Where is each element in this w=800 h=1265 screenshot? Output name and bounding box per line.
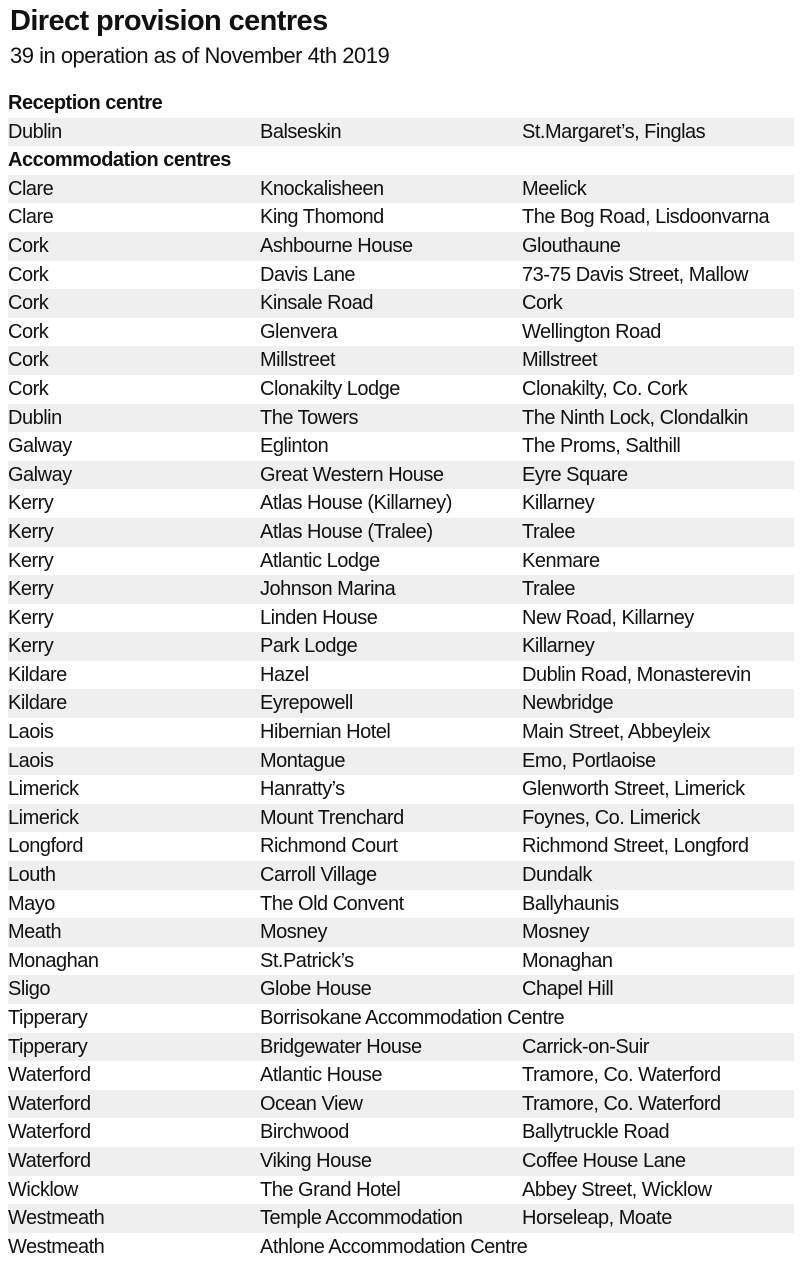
table-row <box>8 975 794 1004</box>
location-cell: Wellington Road <box>522 320 661 343</box>
county-cell: Kerry <box>8 492 54 515</box>
centre-name-cell: Linden House <box>260 606 378 629</box>
centre-name-cell: Borrisokane Accommodation Centre <box>260 1007 565 1029</box>
table-row <box>8 289 794 318</box>
county-cell: Kerry <box>8 606 54 629</box>
county-cell: Westmeath <box>8 1235 105 1258</box>
table-row <box>8 375 794 404</box>
section-label: Reception centre <box>8 92 163 114</box>
centre-name-cell: Viking House <box>260 1149 372 1172</box>
location-cell: Newbridge <box>522 692 614 715</box>
centre-name-cell: Birchwood <box>260 1121 349 1144</box>
location-cell: Ballytruckle Road <box>522 1121 670 1144</box>
centre-name-cell: The Grand Hotel <box>260 1178 401 1201</box>
table-row <box>8 547 794 576</box>
centre-name-cell: Balseskin <box>260 120 342 143</box>
centre-name-cell: Park Lodge <box>260 635 358 658</box>
centre-name-cell: Eglinton <box>260 435 329 458</box>
county-cell: Cork <box>8 349 49 372</box>
location-cell: New Road, Killarney <box>522 606 694 629</box>
table-row <box>8 461 794 490</box>
location-cell: Foynes, Co. Limerick <box>522 806 700 829</box>
centre-name-cell: The Towers <box>260 406 359 429</box>
table-row <box>8 575 794 604</box>
centre-name-cell: Hanratty’s <box>260 778 345 801</box>
table-row <box>8 489 794 518</box>
location-cell: Horseleap, Moate <box>522 1207 672 1230</box>
county-cell: Galway <box>8 463 72 486</box>
county-cell: Tipperary <box>8 1035 88 1058</box>
location-cell: Mosney <box>522 921 590 944</box>
centre-name-cell: Hibernian Hotel <box>260 721 391 744</box>
location-cell: Carrick-on-Suir <box>522 1035 649 1058</box>
location-cell: Richmond Street, Longford <box>522 835 749 858</box>
section-header <box>8 89 794 118</box>
county-cell: Cork <box>8 292 49 315</box>
table-row <box>8 890 794 919</box>
centre-name-cell: Johnson Marina <box>260 578 396 601</box>
table-row <box>8 775 794 804</box>
location-cell: Chapel Hill <box>522 978 614 1001</box>
table-row <box>8 1004 794 1033</box>
location-cell: Killarney <box>522 492 595 515</box>
location-cell: Glenworth Street, Limerick <box>522 778 745 801</box>
table-row <box>8 432 794 461</box>
county-cell: Laois <box>8 749 54 772</box>
table-row <box>8 1033 794 1062</box>
county-cell: Waterford <box>8 1121 91 1144</box>
county-cell: Louth <box>8 864 56 887</box>
table-row <box>8 404 794 433</box>
location-cell: The Ninth Lock, Clondalkin <box>522 406 749 429</box>
county-cell: Kildare <box>8 692 67 715</box>
table-row <box>8 261 794 290</box>
county-cell: Kerry <box>8 635 54 658</box>
centre-name-cell: Atlantic House <box>260 1064 382 1087</box>
county-cell: Kerry <box>8 520 54 543</box>
centre-name-cell: The Old Convent <box>260 892 404 915</box>
county-cell: Cork <box>8 377 49 400</box>
table-row <box>8 203 794 232</box>
county-cell: Clare <box>8 206 54 229</box>
section-label: Accommodation centres <box>8 149 231 172</box>
county-cell: Longford <box>8 835 83 858</box>
county-cell: Kerry <box>8 549 54 572</box>
county-cell: Meath <box>8 921 62 944</box>
centre-name-cell: Davis Lane <box>260 263 356 286</box>
centre-name-cell: Globe House <box>260 978 372 1001</box>
table-row <box>8 661 794 690</box>
location-cell: Abbey Street, Wicklow <box>522 1178 712 1201</box>
table-row <box>8 947 794 976</box>
county-cell: Tipperary <box>8 1007 88 1029</box>
table-row <box>8 232 794 261</box>
centre-name-cell: Hazel <box>260 663 309 686</box>
table-row <box>8 318 794 347</box>
county-cell: Cork <box>8 320 49 343</box>
table-row <box>8 689 794 718</box>
centre-name-cell: Montague <box>260 749 345 772</box>
centre-name-cell: Ashbourne House <box>260 234 413 257</box>
table-row <box>8 1061 794 1090</box>
table-row <box>8 804 794 833</box>
location-cell: Cork <box>522 292 563 315</box>
table-row <box>8 632 794 661</box>
centre-name-cell: Mount Trenchard <box>260 806 404 829</box>
table-row <box>8 832 794 861</box>
location-cell: Tralee <box>522 578 575 601</box>
centre-name-cell: Great Western House <box>260 463 444 486</box>
location-cell: Eyre Square <box>522 463 628 486</box>
county-cell: Mayo <box>8 892 55 915</box>
table-row <box>8 1176 794 1205</box>
location-cell: Ballyhaunis <box>522 892 619 915</box>
centre-name-cell: Clonakilty Lodge <box>260 377 400 400</box>
county-cell: Dublin <box>8 120 62 143</box>
county-cell: Monaghan <box>8 949 99 972</box>
location-cell: Glouthaune <box>522 234 621 257</box>
centre-name-cell: Atlantic Lodge <box>260 549 380 572</box>
table-row <box>8 118 794 147</box>
centre-name-cell: Atlas House (Killarney) <box>260 492 452 515</box>
table-row <box>8 518 794 547</box>
location-cell: Coffee House Lane <box>522 1149 686 1172</box>
county-cell: Limerick <box>8 806 79 829</box>
county-cell: Dublin <box>8 406 62 429</box>
county-cell: Wicklow <box>8 1178 78 1201</box>
location-cell: Dundalk <box>522 864 592 887</box>
location-cell: St.Margaret’s, Finglas <box>522 120 706 143</box>
centre-name-cell: Atlas House (Tralee) <box>260 520 433 543</box>
page-subtitle: 39 in operation as of November 4th 2019 <box>10 43 390 68</box>
location-cell: Emo, Portlaoise <box>522 749 656 772</box>
centre-name-cell: Eyrepowell <box>260 692 353 715</box>
table-row <box>8 1118 794 1147</box>
centre-name-cell: Richmond Court <box>260 835 398 858</box>
page-title: Direct provision centres <box>10 5 328 37</box>
location-cell: 73-75 Davis Street, Mallow <box>522 263 748 286</box>
county-cell: Kerry <box>8 578 54 601</box>
county-cell: Waterford <box>8 1092 91 1115</box>
centres-table <box>8 89 794 1261</box>
centre-name-cell: Glenvera <box>260 320 338 343</box>
county-cell: Cork <box>8 263 49 286</box>
location-cell: Tralee <box>522 520 575 543</box>
centre-name-cell: St.Patrick’s <box>260 949 354 972</box>
location-cell: Millstreet <box>522 349 598 372</box>
table-row <box>8 175 794 204</box>
table-row <box>8 718 794 747</box>
centre-name-cell: Ocean View <box>260 1092 363 1115</box>
county-cell: Waterford <box>8 1064 91 1087</box>
county-cell: Westmeath <box>8 1207 105 1230</box>
table-row <box>8 1147 794 1176</box>
location-cell: Main Street, Abbeyleix <box>522 721 710 744</box>
county-cell: Clare <box>8 177 54 200</box>
section-header <box>8 146 794 175</box>
location-cell: Killarney <box>522 635 595 658</box>
location-cell: Tramore, Co. Waterford <box>522 1064 721 1087</box>
county-cell: Galway <box>8 435 72 458</box>
centre-name-cell: Carroll Village <box>260 864 377 887</box>
centre-name-cell: Athlone Accommodation Centre <box>260 1235 528 1258</box>
centre-name-cell: Knockalisheen <box>260 177 384 200</box>
table-row <box>8 861 794 890</box>
centre-name-cell: Mosney <box>260 921 328 944</box>
county-cell: Waterford <box>8 1149 91 1172</box>
location-cell: Dublin Road, Monasterevin <box>522 663 751 686</box>
centre-name-cell: Temple Accommodation <box>260 1207 463 1230</box>
centre-name-cell: Bridgewater House <box>260 1035 422 1058</box>
location-cell: The Proms, Salthill <box>522 435 681 458</box>
county-cell: Limerick <box>8 778 79 801</box>
county-cell: Cork <box>8 234 49 257</box>
centre-name-cell: Kinsale Road <box>260 292 373 315</box>
location-cell: Tramore, Co. Waterford <box>522 1092 721 1115</box>
location-cell: Clonakilty, Co. Cork <box>522 377 688 400</box>
county-cell: Kildare <box>8 663 67 686</box>
table-row <box>8 747 794 776</box>
table-row <box>8 346 794 375</box>
table-row <box>8 918 794 947</box>
centre-name-cell: King Thomond <box>260 206 384 229</box>
location-cell: Monaghan <box>522 949 613 972</box>
table-row <box>8 1090 794 1119</box>
location-cell: Meelick <box>522 177 587 200</box>
location-cell: The Bog Road, Lisdoonvarna <box>522 206 770 229</box>
table-row <box>8 1204 794 1233</box>
location-cell: Kenmare <box>522 549 600 572</box>
centre-name-cell: Millstreet <box>260 349 336 372</box>
table-row <box>8 604 794 633</box>
county-cell: Sligo <box>8 978 50 1001</box>
county-cell: Laois <box>8 721 54 744</box>
table-row <box>8 1233 794 1262</box>
